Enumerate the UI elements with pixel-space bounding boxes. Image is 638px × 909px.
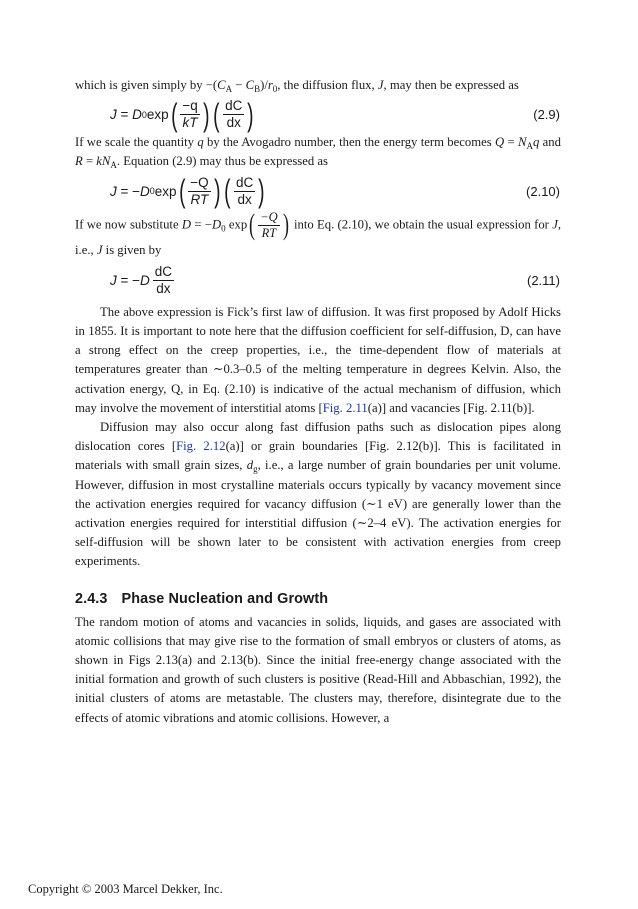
equation-2-10: J = − D 0 exp ( $\frac{-Q}{RT}$ ) ( $\frac{dC}{dx}$ ) (2.10) [110,173,560,210]
paragraph-avogadro-scaling: If we scale the quantity q by the Avogadro number, then the energy term becomes $Q = N_Aq$ and $R = kN_A$. Equation (2.9) may thus be expressed as [75,135,561,171]
figure-link-2-12[interactable]: Fig. 2.12 [176,439,226,454]
equation-2-11: J = − D $\frac{dC}{dx}$ (2.11) [110,263,560,296]
copyright-footer: Copyright © 2003 Marcel Dekker, Inc. [28,882,223,896]
section-heading [75,591,561,607]
equation-number: (2.10) [526,183,560,199]
paragraph-substitution: If we now substitute $D = -D_0$ exp ( $\frac{-Q}{RT}$ ) into Eq. (2.10), we obtain the usual expression for J, i.e., J is given by [75,208,562,257]
paragraph-fast-diffusion-paths: Diffusion may also occur along fast diffusion paths such as dislocation pipes along dislocation cores [Fig. 2.12(a)] or grain boundaries [Fig. 2.12(b)]. This is facilitated in materials with small grain sizes, $d_g$, i.e., a large number of grain boundaries per unit volume. However, diffusion in most crystalline materials occurs typically by vacancy movement since the activation energies required for vacancy diffusion (∼1 eV) are generally lower than the activation energies required for interstitial diffusion (∼2–4 eV). The activation energies for self-diffusion will be shown later to be consistent with activation energies from creep experiments. [75,420,561,569]
paragraph-nucleation: The random motion of atoms and vacancies in solids, liquids, and gases are associated with atomic collisions that may give rise to the formation of small embryos or clusters of atoms, as shown in Figs 2.13(a) and 2.13(b). Since the initial free-energy change associated with the initial formation and growth of such clusters is positive (Read-Hill and Abbaschian, 1992), the initial clusters of atoms are metastable. The clusters may, therefore, disintegrate due to the effects of atomic vibrations and atomic collisions. However, a [75,614,561,725]
page-content [75,76,561,728]
section-number: 2.4.3 [75,590,108,607]
section-title: Phase Nucleation and Growth [121,590,329,607]
equation-number: (2.9) [533,107,560,123]
equation-2-9: J = D 0 exp ( $\frac{-q}{kT}$ ) ( $\frac{dC}{dx}$ ) (2.9) [110,96,560,133]
paragraph-diffusion-flux-intro: which is given simply by $-(C_A - C_B)/r_0$, the diffusion flux, J, may then be expressed as [75,78,519,94]
figure-link-2-11[interactable]: Fig. 2.11 [322,400,368,415]
equation-number: (2.11) [527,272,560,288]
paragraph-ficks-law: The above expression is Fick’s first law of diffusion. It was first proposed by Adolf Hicks in 1855. It is important to note here that the diffusion coefficient for self-diffusion, D, can have a strong effect on the creep properties, i.e., the time-dependent flow of materials at temperatures greater than ∼0.3–0.5 of the melting temperature in degrees Kelvin. Also, the activation energy, Q, in Eq. (2.10) is indicative of the actual mechanism of diffusion, which may involve the movement of interstitial atoms [Fig. 2.11(a)] and vacancies [Fig. 2.11(b)]. [75,304,561,415]
